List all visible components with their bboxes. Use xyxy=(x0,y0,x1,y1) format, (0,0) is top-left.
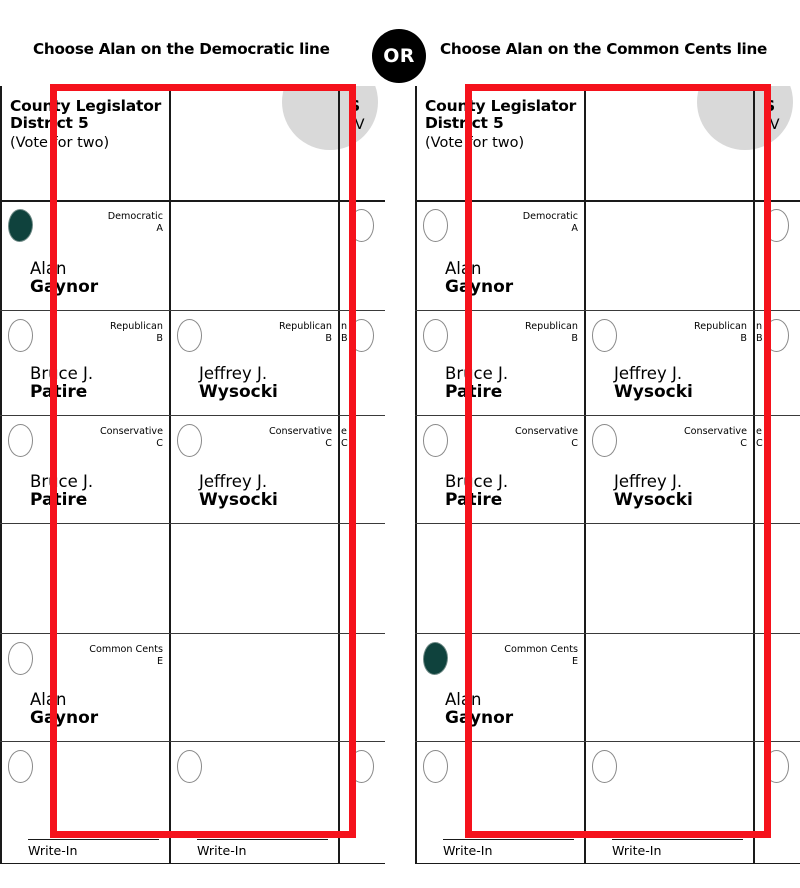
candidate-first-name: Bruce J. xyxy=(30,363,94,383)
candidate-name xyxy=(30,365,93,401)
party-letter: C xyxy=(325,437,332,449)
vote-oval[interactable] xyxy=(764,319,789,352)
ballot-cell xyxy=(0,523,169,633)
clipped-party-fragment: e xyxy=(341,426,347,437)
clipped-contest-title: S xyxy=(764,97,775,115)
party-letter: B xyxy=(571,332,578,344)
clipped-party-fragment: n xyxy=(756,321,763,332)
candidate-last-name: Patire xyxy=(30,381,88,402)
row-divider xyxy=(415,633,800,634)
party-label xyxy=(269,426,332,450)
candidate-last-name: Wysocki xyxy=(614,489,693,510)
party-name: Conservative xyxy=(514,426,578,437)
candidate-name xyxy=(614,365,693,401)
party-letter: C xyxy=(156,437,163,449)
clipped-contest-header xyxy=(756,86,800,200)
party-letter: C xyxy=(740,437,747,449)
candidate-last-name: Gaynor xyxy=(30,707,99,728)
contest-title-line1: County Legislator xyxy=(10,97,162,115)
party-label xyxy=(108,211,163,235)
ballot-cell xyxy=(584,415,753,523)
ballot-crop-left xyxy=(0,86,385,864)
ballot-cell xyxy=(415,200,584,310)
party-letter: B xyxy=(325,332,332,344)
ballot-cell xyxy=(169,523,338,633)
party-name: Democratic xyxy=(107,211,163,222)
candidate-first-name: Jeffrey J. xyxy=(614,471,683,491)
candidate-first-name: Alan xyxy=(445,689,482,709)
ballot-crop-right xyxy=(415,86,800,864)
party-name: Republican xyxy=(110,321,163,332)
clipped-party-letter-fragment: C xyxy=(756,438,763,449)
row-divider xyxy=(415,415,800,416)
ballot-cell xyxy=(0,200,169,310)
party-label xyxy=(504,644,578,668)
ballot-cell xyxy=(169,633,338,741)
party-name: Republican xyxy=(525,321,578,332)
row-divider xyxy=(0,310,385,311)
write-in-label: Write-In xyxy=(443,843,493,858)
ballot-cell xyxy=(0,310,169,415)
ballot-cell xyxy=(0,741,169,864)
candidate-last-name: Gaynor xyxy=(445,276,514,297)
clipped-party-fragment: e xyxy=(756,426,762,437)
party-letter: E xyxy=(156,655,163,667)
ballot-panel-common-cents-choice xyxy=(415,86,800,864)
ballot-cell xyxy=(0,415,169,523)
candidate-last-name: Patire xyxy=(445,381,503,402)
candidate-name xyxy=(445,473,508,509)
contest-title xyxy=(425,98,743,133)
party-letter: C xyxy=(571,437,578,449)
candidate-last-name: Gaynor xyxy=(445,707,514,728)
vote-oval-filled[interactable] xyxy=(423,642,448,675)
row-divider xyxy=(0,633,385,634)
ballot-cell xyxy=(169,741,338,864)
ballot-panel-democratic-choice xyxy=(0,86,385,864)
row-divider xyxy=(415,310,800,311)
contest-header xyxy=(415,86,753,200)
party-name: Common Cents xyxy=(89,644,163,655)
clipped-contest-header xyxy=(341,86,385,200)
candidate-first-name: Bruce J. xyxy=(445,363,509,383)
clipped-contest-title: S xyxy=(349,97,360,115)
party-name: Republican xyxy=(694,321,747,332)
ballot-column[interactable] xyxy=(753,86,800,864)
candidate-last-name: Patire xyxy=(445,489,503,510)
contest-instruction: (Vote for two) xyxy=(10,134,110,151)
clipped-party-letter-fragment: B xyxy=(756,333,763,344)
clipped-contest-instruction: (V xyxy=(764,117,780,134)
ballot-cell xyxy=(584,310,753,415)
ballot-column[interactable] xyxy=(338,86,385,864)
ballot-cell xyxy=(169,200,338,310)
row-divider xyxy=(0,863,385,864)
candidate-name xyxy=(445,691,513,727)
candidate-first-name: Alan xyxy=(30,689,67,709)
vote-oval[interactable] xyxy=(8,642,33,675)
ballot-cell xyxy=(584,633,753,741)
ballot-cell xyxy=(584,200,753,310)
ballot-cell xyxy=(415,741,584,864)
vote-oval[interactable] xyxy=(764,750,789,783)
candidate-name xyxy=(30,691,98,727)
write-in-rule xyxy=(612,839,743,840)
party-label xyxy=(525,321,578,345)
party-letter: A xyxy=(156,222,163,234)
vote-oval[interactable] xyxy=(177,424,202,457)
contest-header xyxy=(0,86,338,200)
candidate-first-name: Alan xyxy=(445,258,482,278)
ballot-grid-right xyxy=(415,86,800,864)
ballot-cell xyxy=(169,310,338,415)
party-letter: B xyxy=(740,332,747,344)
vote-oval[interactable] xyxy=(177,319,202,352)
ballot-cell xyxy=(0,633,169,741)
candidate-last-name: Wysocki xyxy=(614,381,693,402)
contest-title xyxy=(10,98,328,133)
ballot-cell xyxy=(415,523,584,633)
row-divider xyxy=(0,415,385,416)
candidate-first-name: Jeffrey J. xyxy=(199,363,268,383)
vote-oval-filled[interactable] xyxy=(8,209,33,242)
vote-oval[interactable] xyxy=(8,424,33,457)
candidate-first-name: Jeffrey J. xyxy=(199,471,268,491)
row-divider xyxy=(0,741,385,742)
candidate-first-name: Jeffrey J. xyxy=(614,363,683,383)
vote-oval[interactable] xyxy=(423,209,448,242)
party-label xyxy=(89,644,163,668)
vote-oval[interactable] xyxy=(423,424,448,457)
candidate-name xyxy=(30,473,93,509)
party-letter: E xyxy=(571,655,578,667)
ballot-cell xyxy=(584,741,753,864)
candidate-name xyxy=(199,473,278,509)
ballot-cell xyxy=(415,310,584,415)
clipped-party-fragment: n xyxy=(341,321,348,332)
vote-oval[interactable] xyxy=(8,319,33,352)
party-label xyxy=(515,426,578,450)
write-in-label: Write-In xyxy=(28,843,78,858)
or-badge: OR xyxy=(372,29,426,83)
ballot-cell xyxy=(415,633,584,741)
vote-oval[interactable] xyxy=(8,750,33,783)
vote-oval[interactable] xyxy=(592,424,617,457)
write-in-rule xyxy=(443,839,574,840)
party-name: Republican xyxy=(279,321,332,332)
row-divider xyxy=(415,863,800,864)
candidate-first-name: Bruce J. xyxy=(30,471,94,491)
party-name: Conservative xyxy=(99,426,163,437)
heading-common-cents-option: Choose Alan on the Common Cents line xyxy=(440,40,768,58)
write-in-label: Write-In xyxy=(612,843,662,858)
vote-oval[interactable] xyxy=(349,209,374,242)
candidate-name xyxy=(614,473,693,509)
write-in-label: Write-In xyxy=(197,843,247,858)
candidate-first-name: Bruce J. xyxy=(445,471,509,491)
vote-oval[interactable] xyxy=(764,209,789,242)
candidate-last-name: Gaynor xyxy=(30,276,99,297)
candidate-name xyxy=(199,365,278,401)
vote-oval[interactable] xyxy=(592,319,617,352)
party-label xyxy=(100,426,163,450)
candidate-name xyxy=(30,260,98,296)
vote-oval[interactable] xyxy=(423,750,448,783)
party-letter: B xyxy=(156,332,163,344)
vote-oval[interactable] xyxy=(177,750,202,783)
party-label xyxy=(694,321,747,345)
party-name: Democratic xyxy=(522,211,578,222)
row-divider xyxy=(415,741,800,742)
ballot-cell xyxy=(169,415,338,523)
write-in-rule xyxy=(197,839,328,840)
party-label xyxy=(279,321,332,345)
party-label xyxy=(523,211,578,235)
vote-oval[interactable] xyxy=(349,750,374,783)
contest-title-line2: District 5 xyxy=(10,114,89,133)
vote-oval[interactable] xyxy=(349,319,374,352)
party-name: Conservative xyxy=(683,426,747,437)
party-label xyxy=(110,321,163,345)
row-divider xyxy=(0,523,385,524)
party-letter: A xyxy=(571,222,578,234)
clipped-party-letter-fragment: C xyxy=(341,438,348,449)
party-name: Conservative xyxy=(268,426,332,437)
instruction-heading-row xyxy=(0,0,800,86)
write-in-rule xyxy=(28,839,159,840)
row-divider xyxy=(0,200,385,202)
heading-democratic-option: Choose Alan on the Democratic line xyxy=(33,40,330,58)
vote-oval[interactable] xyxy=(423,319,448,352)
ballot-grid-left xyxy=(0,86,385,864)
candidate-last-name: Wysocki xyxy=(199,489,278,510)
party-name: Common Cents xyxy=(504,644,578,655)
row-divider xyxy=(415,200,800,202)
row-divider xyxy=(415,523,800,524)
candidate-first-name: Alan xyxy=(30,258,67,278)
vote-oval[interactable] xyxy=(592,750,617,783)
clipped-party-letter-fragment: B xyxy=(341,333,348,344)
ballot-cell xyxy=(584,523,753,633)
candidate-last-name: Patire xyxy=(30,489,88,510)
party-label xyxy=(684,426,747,450)
candidate-last-name: Wysocki xyxy=(199,381,278,402)
ballot-cell xyxy=(415,415,584,523)
candidate-name xyxy=(445,365,508,401)
contest-title-line2: District 5 xyxy=(425,114,504,133)
contest-instruction: (Vote for two) xyxy=(425,134,525,151)
candidate-name xyxy=(445,260,513,296)
contest-title-line1: County Legislator xyxy=(425,97,577,115)
clipped-contest-instruction: (V xyxy=(349,117,365,134)
